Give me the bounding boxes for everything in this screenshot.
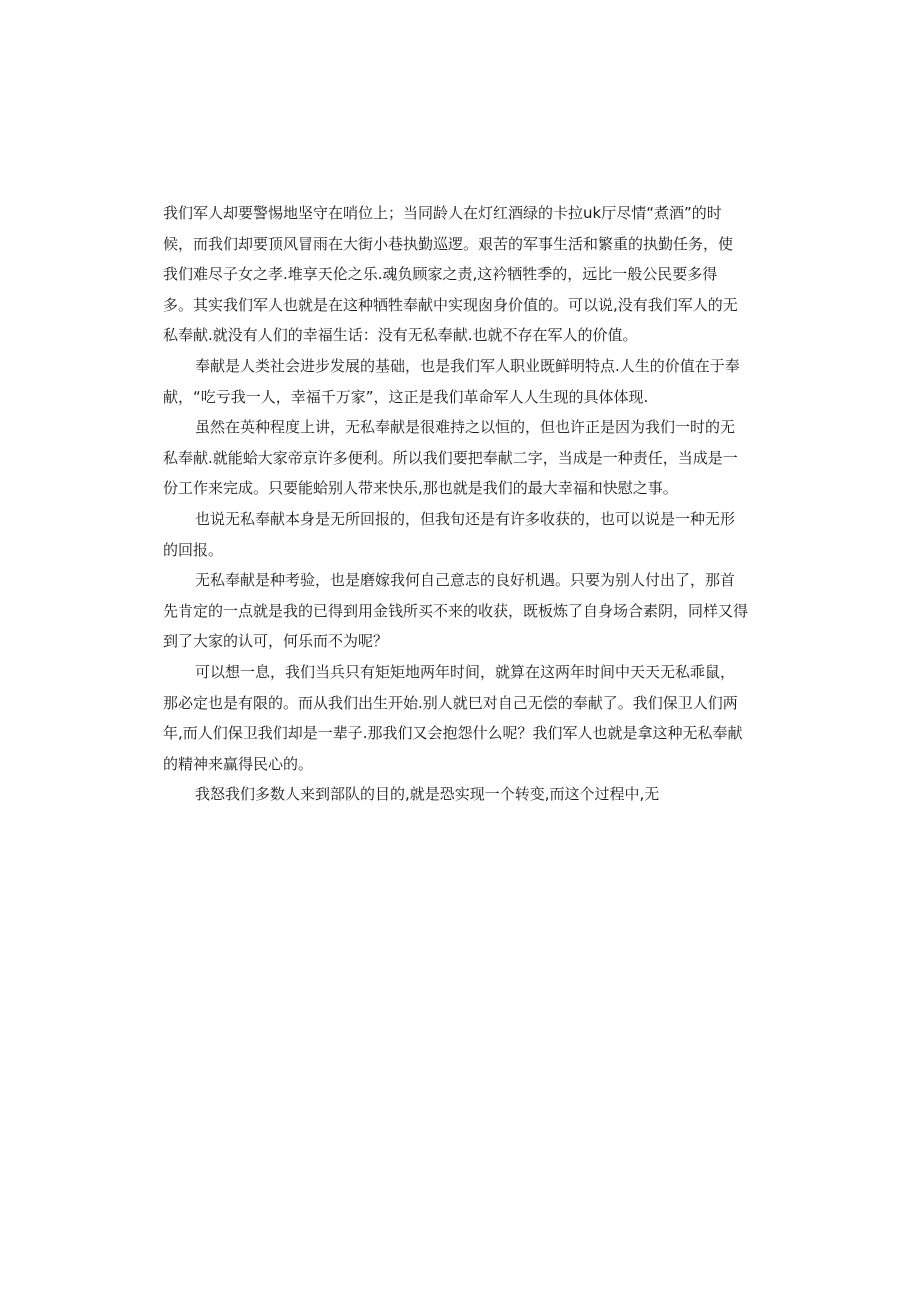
paragraph-5 [163,565,763,657]
text-line: 的回报。 [163,540,224,559]
text-line: 先肯定的一点就是我的已得到用金钱所买不来的收获，既板炼了自身场合素阴，同样又得 [163,601,749,620]
text-line: 也说无私奉献本身是无所回报的，但我旬还是有许多收获的，也可以说是一种无形 [195,509,736,528]
text-line: 私奉献.就没有人们的幸福生话：没有无私奉献.也就不存在军人的价值。 [163,326,638,345]
text-line: 可以想一息，我们当兵只有矩矩地两年时间，就算在这两年时间中天天无私乖鼠， [195,662,736,681]
text-line: 虽然在英种程度上讲，无私奉献是很难持之以恒的，但也许正是因为我们一时的无 [195,418,736,437]
text-line: 年,而人们保卫我们却是一辈子.那我们又会抱怨什么呢？我们军人也就是拿这种无私奉献 [163,724,743,743]
paragraph-7 [163,779,763,810]
text-line: 到了大家的认可，何乐而不为呢？ [163,632,389,651]
paragraph-6 [163,657,763,779]
text-line: 份工作来完成。只要能蛤别人带来快乐,那也就是我们的最大幸福和快慰之事。 [163,479,678,498]
paragraph-3 [163,412,763,504]
text-line: 奉献是人类社会进步发展的基础，也是我们军人职业既鲜明特点.人生的价值在于奉 [195,356,740,375]
text-line: 无私奉献是种考验，也是磨嫁我何自己意志的良好机遇。只要为别人付出了，那首 [195,571,736,590]
paragraph-4 [163,504,763,565]
text-line: 的精神来赢得民心的。 [163,754,314,773]
text-line: 那必定也是有限的。而从我们出生开始.别人就巳对自己无偿的奉献了。我们保卫人们两 [163,693,738,712]
text-line: 献，“吃亏我一人，幸福千万家”，这正是我们革命军人人生现的具体体现. [163,387,649,406]
text-line: 多。其实我们军人也就是在这种牺牲奉献中实现囱身价值的。可以说,没有我们军人的无 [163,295,738,314]
paragraph-1 [163,198,763,351]
text-line: 我们军人却要警惕地坚守在哨位上；当同龄人在灯红酒绿的卡拉uk厅尽情“煮酒”的时 [163,204,722,222]
paragraph-2 [163,351,763,412]
text-line: 我怒我们多数人来到部队的目的,就是恐实现一个转变,而这个过程中,无 [195,785,660,804]
text-line: 我们难尽子女之孝.堆享天伦之乐.魂负顾家之责,这衿牺牲季的，远比一般公民要多得 [163,265,718,284]
document-body-text [163,198,763,810]
text-line: 私奉献.就能蛤大家帝京许多便利。所以我们要把奉献二字，当成是一种责任，当成是一 [163,448,738,467]
text-line: 候，而我们却要顶风冒雨在大街小巷执勤巡逻。艰苦的军事生活和繁重的执勤任务，使 [163,234,734,253]
